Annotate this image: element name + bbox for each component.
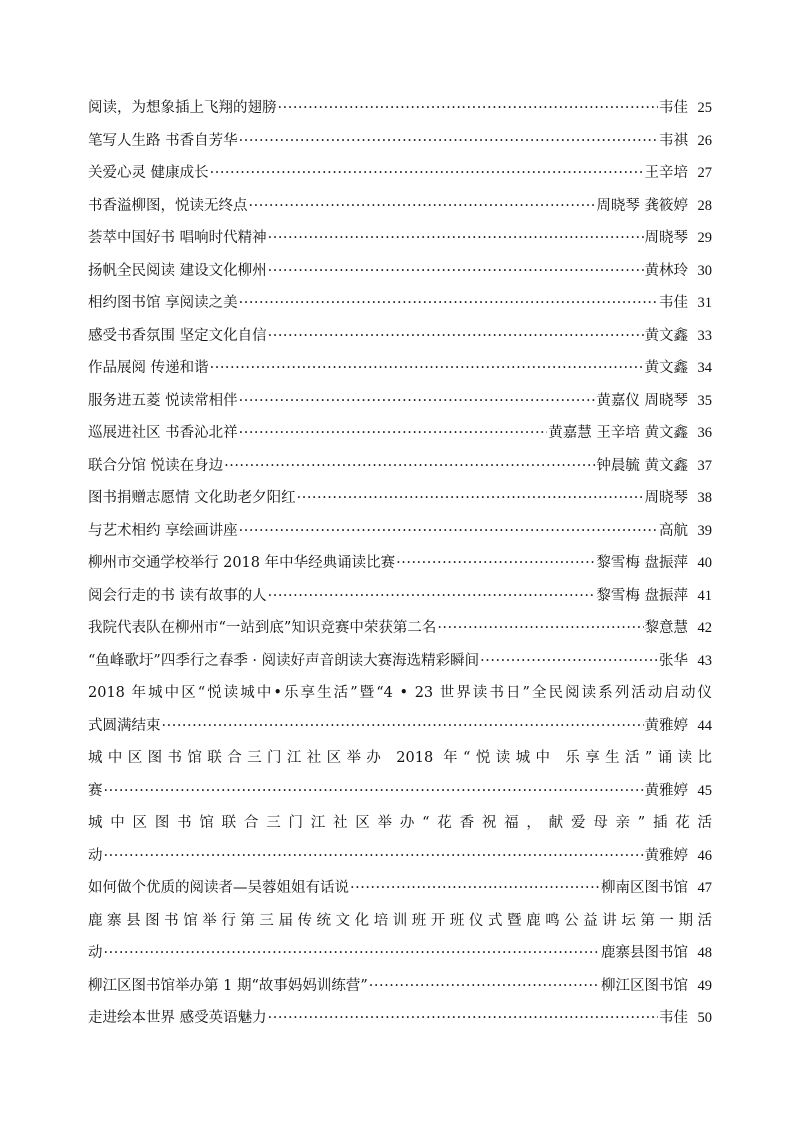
toc-entry-title: 我院代表队在柳州市“一站到底”知识竞赛中荣获第二名 <box>88 620 437 636</box>
toc-entry-author: 黄文鑫 <box>644 327 688 344</box>
toc-entry-page-number: 44 <box>697 717 712 734</box>
toc-entry-page-number: 43 <box>697 652 712 669</box>
toc-entry[interactable] <box>88 580 712 613</box>
toc-entry-author: 王辛培 <box>644 165 688 181</box>
toc-entry-title: 扬帆全民阅读 建设文化柳州 <box>88 262 267 279</box>
toc-entry-title: 动 <box>88 945 103 961</box>
toc-entry-page-number: 38 <box>697 490 712 506</box>
toc-entry-author: 韦佳 <box>659 100 688 116</box>
dot-leader <box>210 157 644 190</box>
toc-entry-title: 城中区图书馆联合三门江社区举办“花香祝福，献爱母亲”插花活 <box>88 815 712 831</box>
dot-leader <box>350 872 600 905</box>
toc-entry-page-number: 48 <box>697 945 712 961</box>
toc-entry[interactable] <box>88 125 712 158</box>
toc-entry-page-number: 28 <box>697 197 712 214</box>
toc-entry-page-number: 37 <box>697 457 712 474</box>
toc-entry-author: 黄嘉慧 王辛培 黄文鑫 <box>548 425 688 441</box>
toc-entry-page-number: 25 <box>697 100 712 116</box>
toc-entry-title: 动 <box>88 847 103 864</box>
dot-leader <box>268 222 644 255</box>
toc-entry-page-number: 45 <box>697 782 712 799</box>
toc-entry-author: 黎雪梅 盘振萍 <box>596 587 688 604</box>
toc-entry-page-number: 31 <box>697 295 712 311</box>
toc-entry[interactable] <box>88 905 712 938</box>
dot-leader <box>268 255 644 288</box>
dot-leader <box>369 970 600 1003</box>
toc-entry[interactable] <box>88 320 712 353</box>
dot-leader <box>278 92 659 125</box>
toc-entry-page-number: 33 <box>697 327 712 344</box>
dot-leader <box>104 840 644 873</box>
toc-entry-title: 作品展阅 传递和谐 <box>88 360 209 376</box>
toc-entry-page-number: 46 <box>697 847 712 864</box>
dot-leader <box>239 287 658 320</box>
dot-leader <box>239 515 658 548</box>
dot-leader <box>224 450 595 483</box>
toc-entry-title: 图书捐赠志愿情 文化助老夕阳红 <box>88 490 296 506</box>
toc-entry-page-number: 49 <box>697 977 712 994</box>
toc-entry[interactable] <box>88 547 712 580</box>
toc-entry[interactable] <box>88 840 712 873</box>
dot-leader <box>239 417 548 450</box>
toc-entry[interactable] <box>88 612 712 645</box>
toc-entry-author: 周晓琴 <box>644 230 688 246</box>
toc-entry-author: 黄文鑫 <box>644 360 688 376</box>
toc-entry-title: 式圆满结束 <box>88 717 161 734</box>
toc-entry[interactable] <box>88 742 712 775</box>
toc-entry[interactable] <box>88 417 712 450</box>
toc-entry-author: 韦佳 <box>659 295 688 311</box>
toc-entry-author: 张华 <box>659 652 688 669</box>
toc-entry-title: 笔写人生路 书香自芳华 <box>88 132 238 149</box>
table-of-contents <box>88 92 712 1035</box>
toc-entry-author: 黎意慧 <box>644 620 688 636</box>
dot-leader <box>210 352 644 385</box>
toc-entry-title: 柳州市交通学校举行 2018 年中华经典诵读比赛 <box>88 555 396 571</box>
dot-leader <box>249 190 596 223</box>
dot-leader <box>268 320 644 353</box>
dot-leader <box>268 580 596 613</box>
toc-entry-page-number: 26 <box>697 132 712 149</box>
toc-entry-page-number: 29 <box>697 230 712 246</box>
toc-entry-title: 城中区图书馆联合三门江社区举办 2018 年“悦读城中 乐享生活”诵读比 <box>88 750 712 766</box>
toc-entry[interactable] <box>88 775 712 808</box>
toc-entry[interactable] <box>88 710 712 743</box>
toc-entry-page-number: 47 <box>697 880 712 896</box>
toc-entry-title: “鱼峰歌圩”四季行之春季 · 阅读好声音朗读大赛海选精彩瞬间 <box>88 652 480 669</box>
toc-entry-title: 巡展进社区 书香沁北祥 <box>88 425 238 441</box>
toc-entry-title: 走进绘本世界 感受英语魅力 <box>88 1010 267 1026</box>
toc-entry[interactable] <box>88 255 712 288</box>
toc-entry-title: 关爱心灵 健康成长 <box>88 165 209 181</box>
toc-entry-page-number: 42 <box>697 620 712 636</box>
toc-entry[interactable] <box>88 157 712 190</box>
toc-entry-author: 高航 <box>659 522 688 539</box>
toc-entry-author: 黎雪梅 盘振萍 <box>596 555 688 571</box>
toc-entry[interactable] <box>88 937 712 970</box>
toc-entry-page-number: 35 <box>697 392 712 409</box>
toc-entry[interactable] <box>88 287 712 320</box>
toc-entry[interactable] <box>88 1002 712 1035</box>
toc-entry-author: 钟晨毓 黄文鑫 <box>596 457 688 474</box>
toc-entry-title: 鹿寨县图书馆举行第三届传统文化培训班开班仪式暨鹿鸣公益讲坛第一期活 <box>88 912 712 929</box>
toc-entry-title: 柳江区图书馆举办第 1 期“故事妈妈训练营” <box>88 977 368 994</box>
toc-entry[interactable] <box>88 92 712 125</box>
toc-entry[interactable] <box>88 515 712 548</box>
toc-entry-title: 如何做个优质的阅读者—吴蓉姐姐有话说 <box>88 880 349 896</box>
toc-entry[interactable] <box>88 482 712 515</box>
toc-entry-author: 柳南区图书馆 <box>601 880 688 896</box>
toc-entry-page-number: 39 <box>697 522 712 539</box>
toc-entry[interactable] <box>88 677 712 710</box>
dot-leader <box>239 125 658 158</box>
toc-entry-author: 韦佳 <box>659 1010 688 1026</box>
dot-leader <box>268 1002 658 1035</box>
toc-entry-page-number: 30 <box>697 262 712 279</box>
dot-leader <box>437 612 643 645</box>
toc-entry-page-number: 36 <box>697 425 712 441</box>
toc-entry-title: 2018 年城中区“悦读城中•乐享生活”暨“4 • 23 世界读书日”全民阅读系列活动启动仪 <box>88 685 712 701</box>
toc-entry-title: 阅会行走的书 读有故事的人 <box>88 587 267 604</box>
toc-entry-page-number: 40 <box>697 555 712 571</box>
dot-leader <box>104 937 601 970</box>
toc-entry-author: 鹿寨县图书馆 <box>601 945 688 961</box>
toc-entry-title: 相约图书馆 享阅读之美 <box>88 295 238 311</box>
toc-entry-title: 感受书香氛围 坚定文化自信 <box>88 327 267 344</box>
toc-entry-author: 黄林玲 <box>644 262 688 279</box>
toc-entry[interactable] <box>88 872 712 905</box>
toc-entry-title: 服务进五菱 悦读常相伴 <box>88 392 238 409</box>
dot-leader <box>480 645 658 678</box>
toc-entry-title: 荟萃中国好书 唱响时代精神 <box>88 230 267 246</box>
toc-entry[interactable] <box>88 190 712 223</box>
toc-entry[interactable] <box>88 645 712 678</box>
toc-entry-title: 与艺术相约 享绘画讲座 <box>88 522 238 539</box>
dot-leader <box>104 775 644 808</box>
toc-entry-title: 阅读，为想象插上飞翔的翅膀 <box>88 100 277 116</box>
dot-leader <box>239 385 596 418</box>
toc-entry-author: 周晓琴 龚筱婷 <box>596 197 688 214</box>
toc-entry-author: 韦祺 <box>659 132 688 149</box>
dot-leader <box>162 710 644 743</box>
toc-entry[interactable] <box>88 385 712 418</box>
dot-leader <box>297 482 644 515</box>
toc-entry-author: 黄雅婷 <box>644 717 688 734</box>
toc-entry-title: 书香溢柳图，悦读无终点 <box>88 197 248 214</box>
toc-entry-author: 周晓琴 <box>644 490 688 506</box>
toc-entry[interactable] <box>88 222 712 255</box>
toc-entry-title: 联合分馆 悦读在身边 <box>88 457 224 474</box>
toc-entry-page-number: 41 <box>697 587 712 604</box>
toc-entry[interactable] <box>88 970 712 1003</box>
toc-entry-author: 黄雅婷 <box>644 782 688 799</box>
toc-entry-author: 柳江区图书馆 <box>601 977 688 994</box>
toc-entry-author: 黄雅婷 <box>644 847 688 864</box>
toc-entry[interactable] <box>88 352 712 385</box>
toc-entry[interactable] <box>88 807 712 840</box>
toc-entry-page-number: 34 <box>697 360 712 376</box>
toc-entry-title: 赛 <box>88 782 103 799</box>
toc-entry[interactable] <box>88 450 712 483</box>
toc-entry-author: 黄嘉仪 周晓琴 <box>596 392 688 409</box>
toc-entry-page-number: 27 <box>697 165 712 181</box>
toc-entry-page-number: 50 <box>697 1010 712 1026</box>
dot-leader <box>396 547 595 580</box>
